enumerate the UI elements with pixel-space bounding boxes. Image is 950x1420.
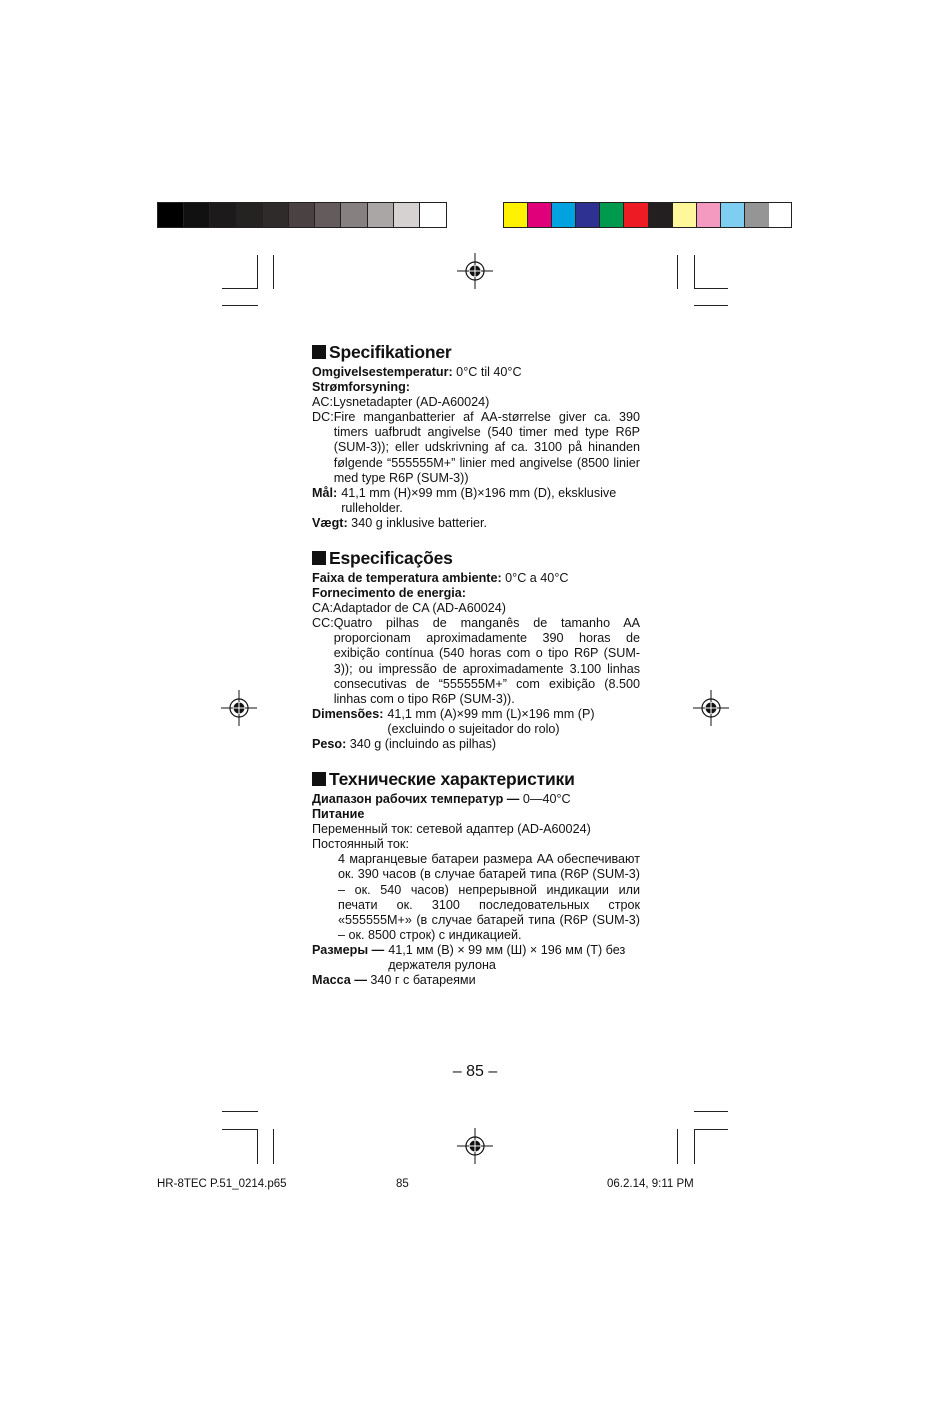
color-swatch — [600, 203, 624, 227]
square-bullet-icon — [312, 345, 326, 359]
square-bullet-icon — [312, 551, 326, 565]
color-swatch — [576, 203, 600, 227]
dc-description: 4 марганцевые батареи размера AA обеспечивают ок. 390 часов (в случае батарей типа (R6P (SUM-3) – ок. 540 часов) непрерывной индикации или печати ок. 3100 последовательных строк «555555M+» (в случае батарей типа (R6P (SUM-3) – ок. 8500 строк) с индикацией. — [338, 852, 640, 942]
crop-mark — [257, 255, 258, 289]
crop-mark — [222, 1111, 258, 1112]
crop-mark — [694, 288, 728, 289]
russian-specifications — [312, 768, 640, 988]
color-swatch — [263, 203, 289, 227]
color-swatch — [158, 203, 184, 227]
color-swatch — [289, 203, 315, 227]
crop-mark — [222, 305, 258, 306]
section-title: Especificações — [329, 548, 453, 568]
section-title: Specifikationer — [329, 342, 452, 362]
crop-mark — [222, 288, 258, 289]
dimensions-line: Dimensões: 41,1 mm (A)×99 mm (L)×196 mm (P) (excluindo o sujeitador do rolo) — [312, 706, 595, 736]
color-swatch — [210, 203, 236, 227]
color-swatch — [624, 203, 648, 227]
weight-line: Vægt: 340 g inklusive batterier. — [312, 515, 487, 530]
color-swatch — [420, 203, 446, 227]
color-swatch — [315, 203, 341, 227]
section-title: Технические характеристики — [329, 769, 575, 789]
temperature-line: Omgivelsestemperatur: 0°C til 40°C — [312, 365, 522, 379]
dimensions-line: Размеры — 41,1 мм (В) × 99 мм (Ш) × 196 мм (Т) без держателя рулона — [312, 942, 626, 973]
crop-mark — [694, 1129, 728, 1130]
temperature-line: Faixa de temperatura ambiente: 0°C a 40°C — [312, 571, 569, 585]
portuguese-specifications — [312, 547, 640, 752]
color-swatch — [394, 203, 420, 227]
color-swatch — [184, 203, 210, 227]
color-swatch — [341, 203, 367, 227]
color-calibration-bar — [503, 202, 792, 228]
crop-mark — [694, 255, 695, 289]
color-swatch — [721, 203, 745, 227]
color-swatch — [368, 203, 394, 227]
crop-mark — [694, 1129, 695, 1164]
color-swatch — [504, 203, 528, 227]
dc-line: DC: Fire manganbatterier af AA-størrelse giver ca. 390 timers uafbrudt angivelse (540 timer med type R6P (SUM-3)); eller udskrivning af ca. 3100 på hinanden følgende “555555M+” linier med angivelse (8500 linier med type R6P (SUM-3)) — [312, 410, 640, 485]
crop-mark — [677, 255, 678, 289]
color-swatch — [237, 203, 263, 227]
ac-line: AC: Lysnetadapter (AD-A60024) — [312, 395, 490, 410]
color-swatch — [745, 203, 769, 227]
registration-mark-icon — [457, 253, 493, 289]
power-label: Strømforsyning: — [312, 380, 410, 395]
page-number: – 85 – — [452, 1063, 498, 1080]
section-heading — [312, 768, 640, 790]
registration-mark-icon — [457, 1128, 493, 1164]
color-swatch — [649, 203, 673, 227]
registration-mark-icon — [221, 690, 257, 726]
power-label: Fornecimento de energia: — [312, 586, 466, 601]
section-heading — [312, 547, 640, 569]
color-swatch — [528, 203, 552, 227]
power-label: Питание — [312, 807, 365, 822]
registration-mark-icon — [693, 690, 729, 726]
crop-mark — [273, 255, 274, 289]
footer-filename: HR-8TEC P.51_0214.p65 — [157, 1178, 287, 1190]
weight-line: Peso: 340 g (incluindo as pilhas) — [312, 737, 497, 752]
crop-mark — [694, 305, 728, 306]
footer-page: 85 — [396, 1178, 409, 1190]
danish-specifications — [312, 341, 640, 531]
crop-mark — [257, 1129, 258, 1164]
footer-date: 06.2.14, 9:11 PM — [607, 1178, 694, 1190]
color-swatch — [697, 203, 721, 227]
square-bullet-icon — [312, 772, 326, 786]
color-swatch — [673, 203, 697, 227]
color-swatch — [552, 203, 576, 227]
temperature-line: Диапазон рабочих температур — 0—40°C — [312, 792, 571, 806]
dimensions-line: Mål: 41,1 mm (H)×99 mm (B)×196 mm (D), eksklusive rulleholder. — [312, 485, 617, 515]
section-heading — [312, 341, 640, 363]
ac-line: Переменный ток: сетевой адаптер (AD-A60024) — [312, 822, 591, 837]
grayscale-calibration-bar — [157, 202, 447, 228]
crop-mark — [222, 1129, 258, 1130]
crop-mark — [677, 1129, 678, 1164]
weight-line: Масса — 340 г с батареями — [312, 973, 476, 988]
dc-line: CC: Quatro pilhas de manganês de tamanho AA proporcionam aproximadamente 390 horas de exibição contínua (540 horas com o tipo R6P (SUM-3)); ou impressão de aproximadamente 3.100 linhas consecutivas de “555555M+” com exibição (8.500 linhas com o tipo R6P (SUM-3)). — [312, 616, 640, 706]
ac-line: CA: Adaptador de CA (AD-A60024) — [312, 601, 506, 616]
crop-mark — [273, 1129, 274, 1164]
crop-mark — [694, 1111, 728, 1112]
dc-line: Постоянный ток: — [312, 837, 409, 852]
